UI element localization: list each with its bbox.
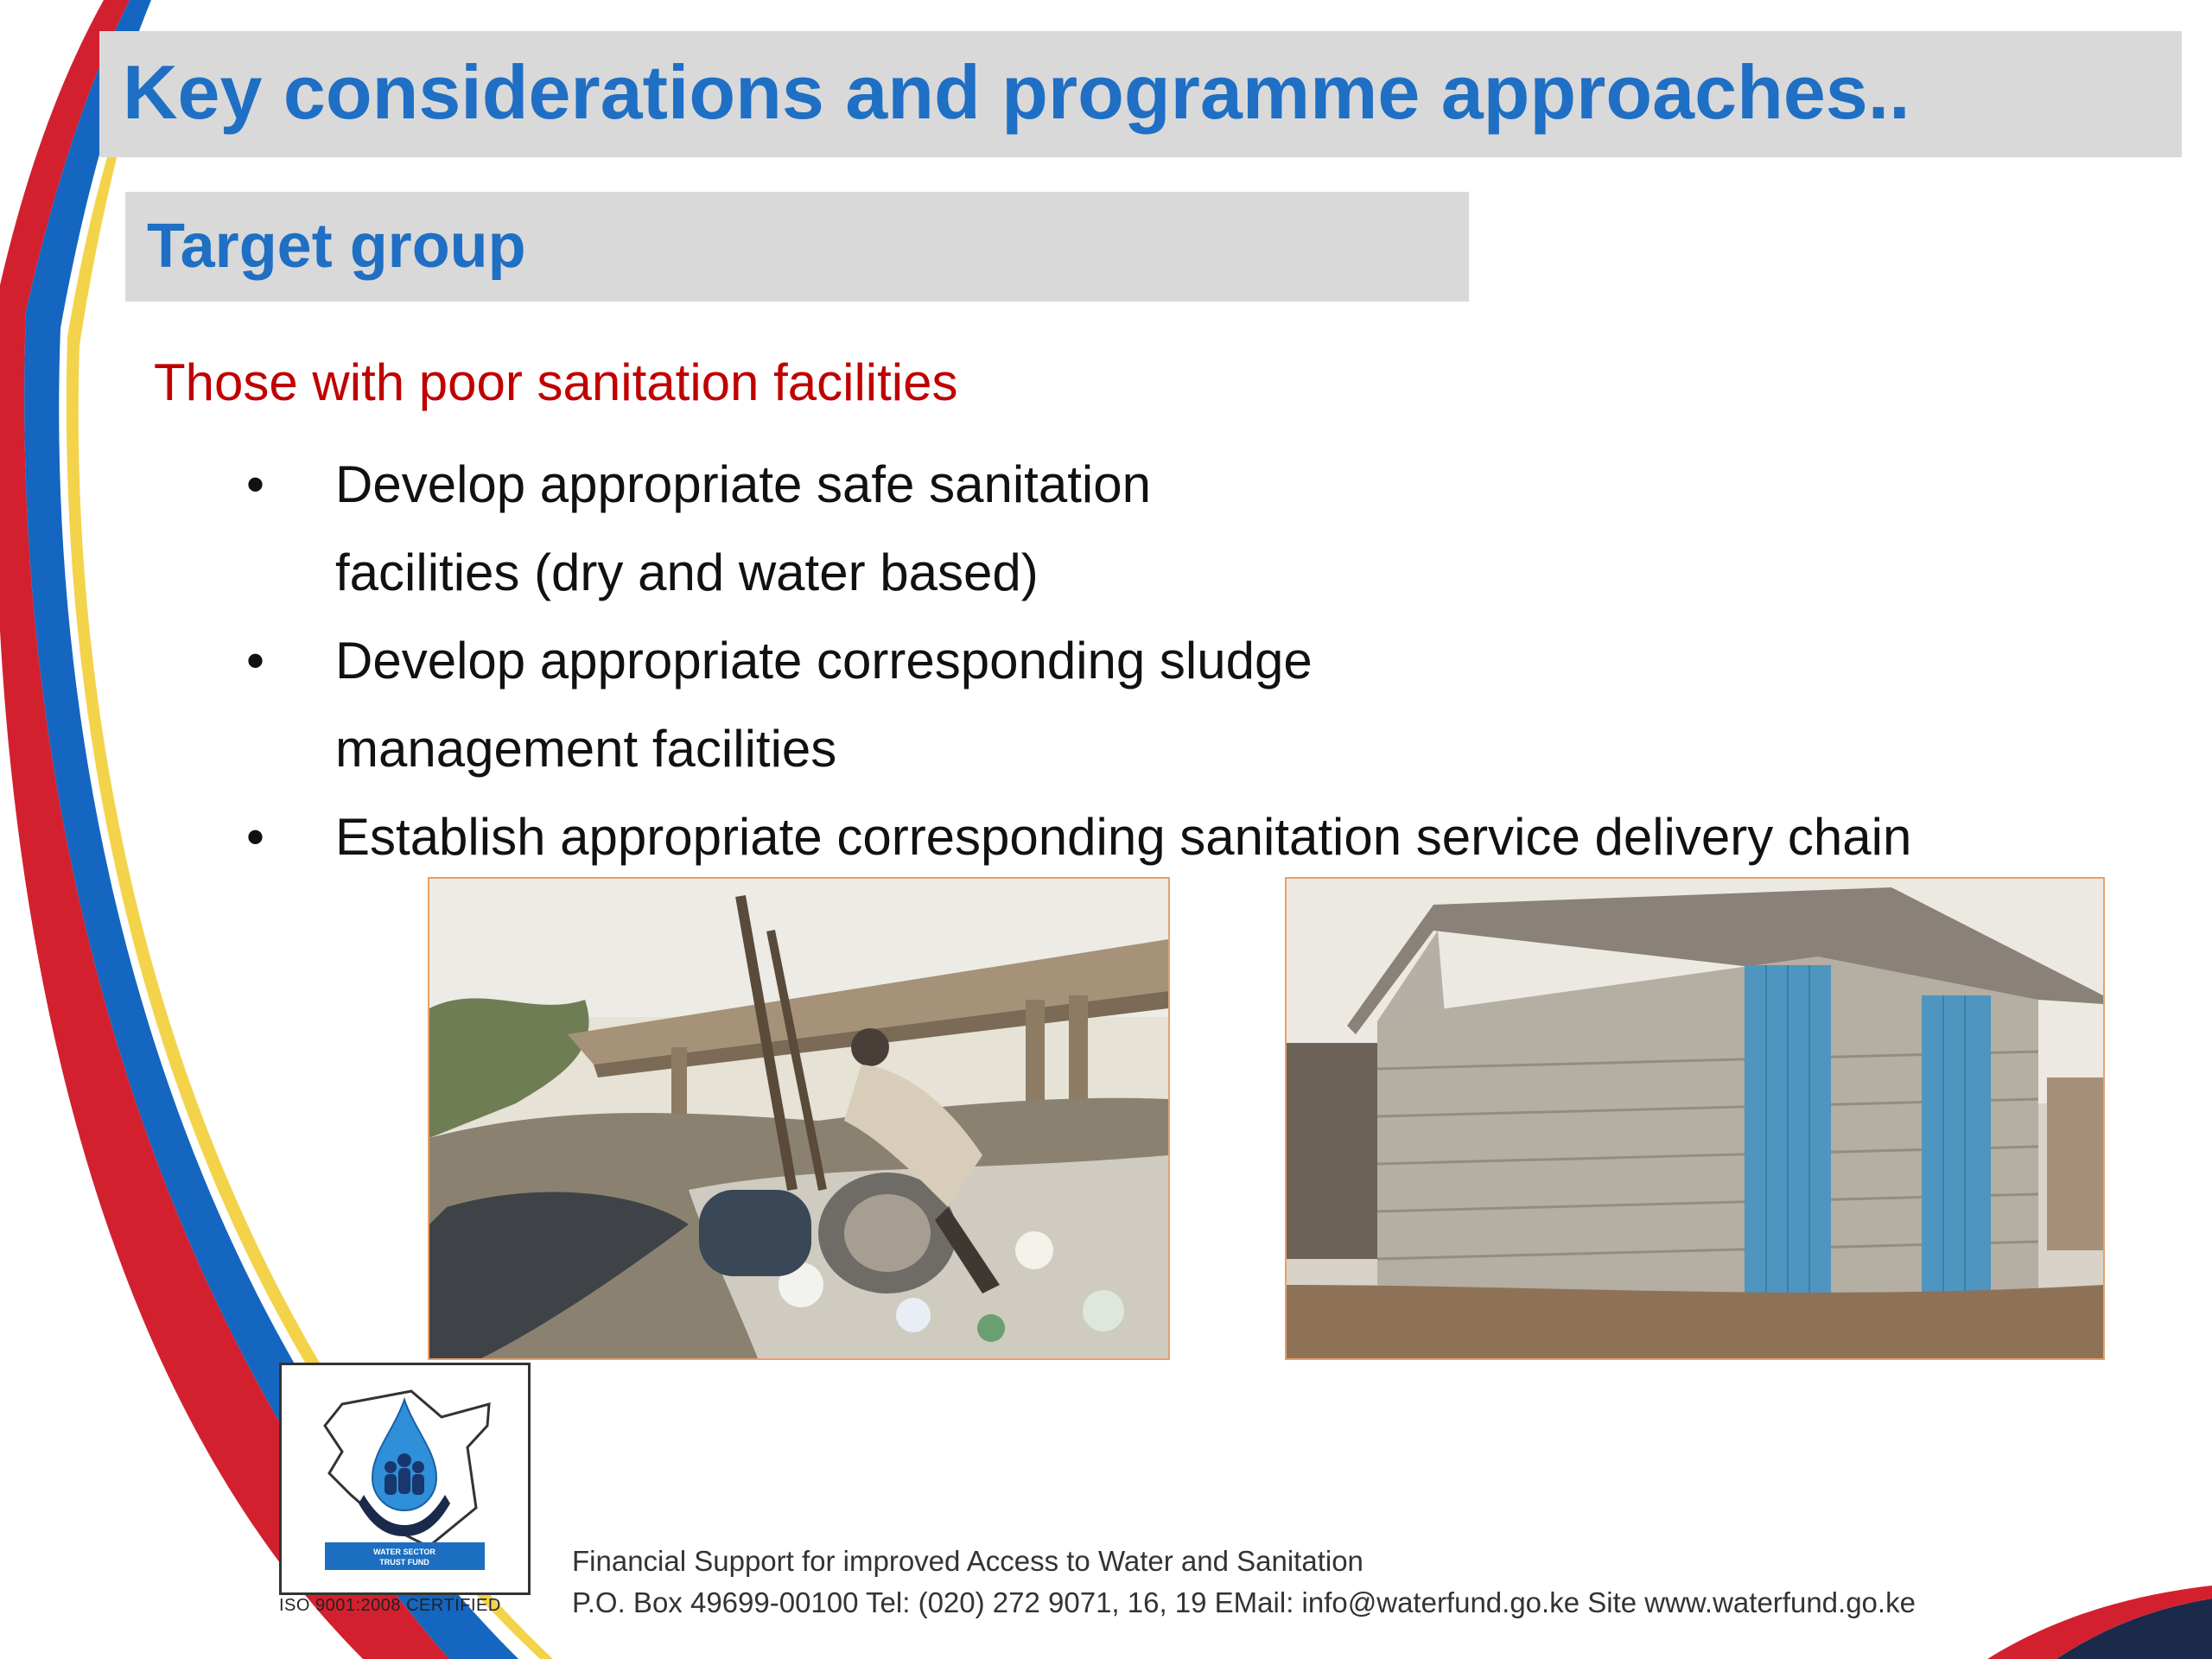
footer-contact: P.O. Box 49699-00100 Tel: (020) 272 9071, 16, 19 EMail: info@waterfund.go.ke Site www.waterfund.go.ke bbox=[572, 1586, 1916, 1618]
bullet-item bbox=[246, 793, 2147, 881]
bullet-line: management facilities bbox=[335, 720, 837, 778]
bullet-marker: • bbox=[246, 632, 265, 690]
bullet-item bbox=[246, 441, 2147, 617]
iso-certification: ISO 9001:2008 CERTIFIED bbox=[279, 1596, 501, 1615]
slide-title: Key considerations and programme approaches.. bbox=[123, 49, 1910, 135]
bullet-line: Establish appropriate corresponding sanitation service delivery chain bbox=[335, 808, 1912, 866]
bullet-line: Develop appropriate safe sanitation bbox=[335, 455, 1151, 513]
bullet-line: Develop appropriate corresponding sludge bbox=[335, 632, 1313, 690]
bullet-item bbox=[246, 617, 2147, 793]
bullet-list bbox=[246, 441, 2147, 881]
photo-drainage-cleanup bbox=[428, 877, 1170, 1360]
footer-tagline: Financial Support for improved Access to Water and Sanitation bbox=[572, 1545, 1363, 1577]
section-subtitle: Target group bbox=[147, 212, 526, 281]
intro-text: Those with poor sanitation facilities bbox=[154, 353, 958, 411]
bullet-marker: • bbox=[246, 808, 265, 866]
logo-banner-text-2: TRUST FUND bbox=[379, 1558, 429, 1567]
photo-latrine-block bbox=[1285, 877, 2105, 1360]
logo-banner-text-1: WATER SECTOR bbox=[373, 1548, 435, 1556]
bullet-line: facilities (dry and water based) bbox=[335, 543, 1039, 601]
bullet-marker: • bbox=[246, 455, 265, 513]
wstf-logo bbox=[279, 1363, 531, 1595]
